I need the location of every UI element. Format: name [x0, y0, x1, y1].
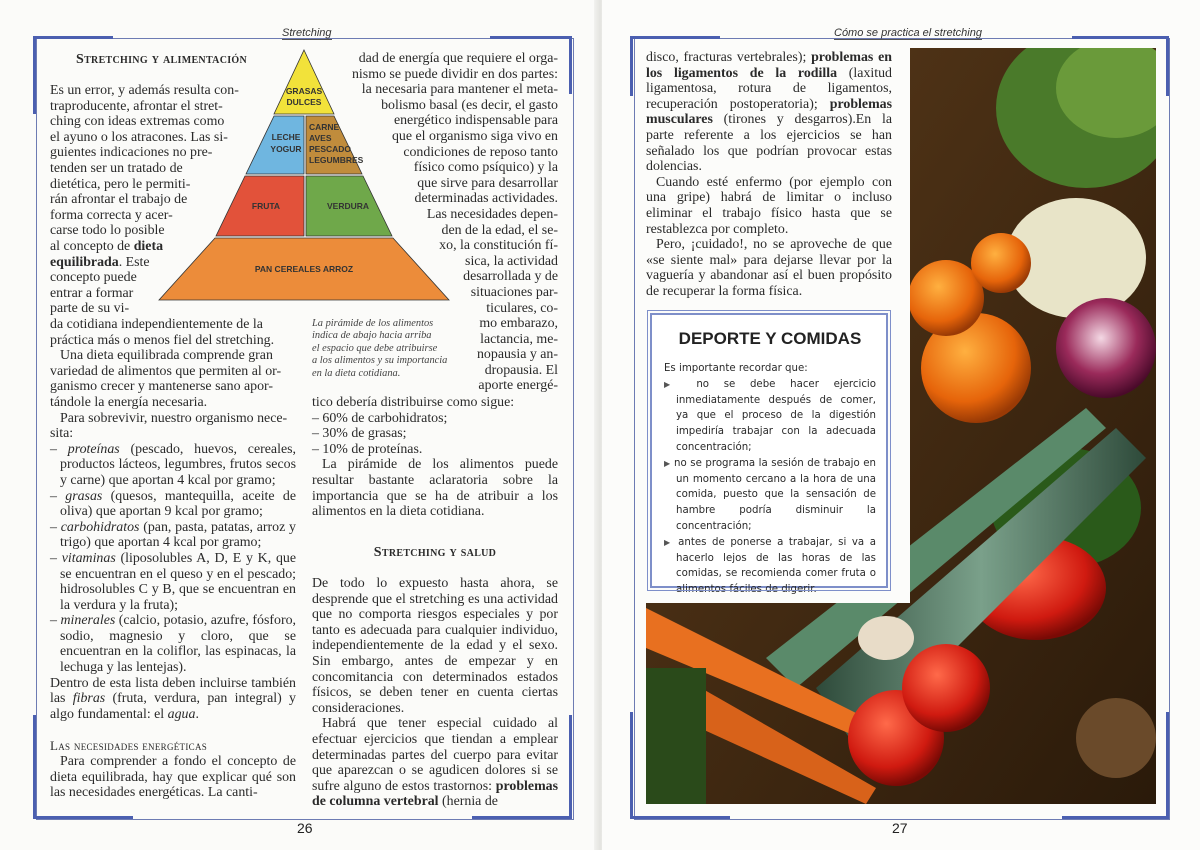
- fibras-italic: fibras: [72, 691, 106, 707]
- intro-line: tenden ser un tratado de: [50, 160, 183, 176]
- body-line: xo, la constitución fí-: [439, 238, 558, 254]
- caption-line: el espacio que debe atribuirse: [312, 342, 438, 354]
- salud-paragraph-2: [312, 716, 558, 810]
- intro-line: ching con ideas extremas como: [50, 114, 225, 130]
- body-line: tico debería distribuirse como sigue:: [312, 395, 515, 410]
- running-head: Cómo se practica el stretching: [834, 27, 982, 39]
- body-line: tándole la energía necesaria.: [50, 394, 208, 410]
- intro-line: forma correcta y acer-: [50, 207, 173, 223]
- section-title-alimentacion: Stretching y alimentación: [76, 52, 248, 67]
- nutrient-desc: (liposolubles A, D, E y K, que se encuentran en el queso y en el pescado; hidrosolubles C y B, que se encuentran en la verdura y la fruta);: [60, 550, 296, 613]
- body-text: (fruta, verdura, pan integral) y algo fundamental: el: [50, 691, 296, 722]
- caption-line: La pirámide de los alimentos: [312, 318, 434, 329]
- body-line: Para sobrevivir, nuestro organismo nece-: [60, 410, 288, 426]
- nutrient-desc: (calcio, potasio, azufre, fósforo, sodio, magnesio y cloro, que se encuentran en la coliflor, las espinacas, la lechuga y las lentejas).: [60, 613, 296, 676]
- intro-line: el ayuno o los atracones. Las si-: [50, 129, 228, 145]
- nutrient-item-proteinas: [50, 442, 296, 489]
- sidebar-item: [664, 377, 876, 456]
- intro-line: concepto puede: [50, 270, 137, 286]
- intro-line: traproducente, afrontar el stret-: [50, 98, 223, 114]
- bullet-arrow-icon: ▶: [664, 537, 673, 547]
- nutrient-name: grasas: [65, 488, 103, 504]
- body-text: (laxitud ligamentosa, rotura de ligamentos, recuperación postoperatoria);: [646, 65, 892, 112]
- column-2-body: [312, 395, 558, 520]
- body-line: energético indispensable para: [393, 113, 558, 129]
- trastornos-paragraph: [646, 50, 892, 175]
- nutrient-desc: (pan, pasta, patatas, arroz y trigo) que aportan 4 kcal por gramo;: [60, 519, 297, 551]
- fiber-paragraph: [50, 676, 296, 723]
- frame-corner-accent: [33, 816, 133, 819]
- frame-corner-accent: [569, 36, 572, 94]
- frame-corner-accent: [1062, 816, 1169, 819]
- body-line: dropausia. El: [484, 362, 558, 378]
- body-line: dad de energía que requiere el orga-: [358, 51, 558, 66]
- body-line: nopausia y an-: [476, 347, 558, 363]
- pyramid-label: PAN CEREALES ARROZ: [254, 264, 354, 274]
- pyramid-label: GRASAS: [285, 86, 323, 96]
- body-line: sita:: [50, 426, 74, 442]
- pyramid-label: DULCES: [286, 97, 322, 107]
- body-text: disco, fracturas vertebrales);: [646, 50, 812, 65]
- body-line: determinadas actividades.: [414, 191, 558, 207]
- pyramid-paragraph: La pirámide de los alimentos puede resultar bastante aclaratoria sobre la importancia que se ha de atribuir a los alimentos en la dieta cotidiana.: [312, 457, 558, 520]
- pyramid-caption: [312, 318, 462, 380]
- intro-line: carse todo lo posible: [50, 223, 165, 239]
- body-line: bolismo basal (es decir, el gasto: [381, 97, 558, 113]
- body-line: ganismo crecer y mantenerse sano apor-: [50, 379, 274, 395]
- sidebar-title: DEPORTE Y COMIDAS: [678, 329, 862, 348]
- distribution-item: – 30% de grasas;: [312, 426, 407, 442]
- frame-corner-accent: [1072, 36, 1169, 39]
- body-text: .: [195, 706, 199, 722]
- dieta-equilibrada-bold: dieta equilibrada: [50, 238, 164, 270]
- intro-text: al concepto de: [50, 238, 134, 254]
- body-line: Las necesidades depen-: [426, 206, 558, 222]
- pyramid-label: LEGUMBRES: [309, 155, 364, 165]
- caption-line: a los alimentos y su importancia: [312, 355, 448, 367]
- salud-paragraph-1: De todo lo expuesto hasta ahora, se desprende que el stretching es una actividad que no comporta riesgos especiales y por tanto es adecuada para cualquier individuo, independientemente de la edad y el sexo. Sin embargo, antes de empezar y en concomitancia con determinados estados físicos, se deben tener en cuenta ciertas consideraciones.: [312, 576, 558, 716]
- section-title-salud: Stretching y salud: [373, 545, 497, 560]
- page-number: 27: [892, 820, 908, 836]
- sidebar-item-text: no se debe hacer ejercicio inmediatamente después de comer, ya que el proceso de la digestión impediría trabajar con la adecuada concentración;: [676, 378, 876, 453]
- nutrient-desc: (pescado, huevos, cereales, productos lácteos, legumbres, frutos secos y carne) que aportan 4 kcal por gramo;: [60, 441, 296, 488]
- body-text: Dentro de esta lista deben incluirse también las: [50, 675, 296, 707]
- body-line: den de la edad, el se-: [441, 222, 558, 238]
- distribution-item: – 10% de proteínas.: [312, 441, 423, 457]
- columna-vertebral-bold: problemas de columna vertebral: [312, 778, 558, 810]
- sidebar-item-text: antes de ponerse a trabajar, si va a hacerlo lejos de las horas de las comidas, se recomienda comer fruta o alimentos fáciles de digerir.: [676, 536, 877, 596]
- nutrient-item-grasas: [50, 489, 296, 520]
- frame-corner-accent: [630, 712, 633, 818]
- nutrient-name: minerales: [60, 613, 116, 629]
- caption-line: en la dieta cotidiana.: [312, 367, 401, 379]
- list-dash: –: [50, 613, 61, 629]
- cuidado-paragraph: Pero, ¡cuidado!, no se aproveche de que «se siente mal» para dejarse llevar por la vaguería y abandonar así el buen propósito de recuperar la forma física.: [646, 237, 892, 299]
- body-line: variedad de alimentos que permiten al or-: [50, 363, 282, 379]
- body-line: nismo se puede dividir en dos partes:: [351, 66, 558, 82]
- frame-corner-accent: [1166, 712, 1169, 818]
- pyramid-label: PESCADO: [309, 144, 352, 154]
- intro-line: dietética, pero le permiti-: [50, 176, 191, 192]
- deporte-comidas-box: [650, 313, 888, 596]
- frame-corner-accent: [33, 36, 36, 114]
- body-line: sica, la actividad: [465, 253, 558, 269]
- body-line: mo embarazo,: [479, 316, 558, 332]
- frame-corner-accent: [33, 36, 113, 39]
- sidebar-item: [664, 535, 876, 598]
- frame-corner-accent: [33, 715, 36, 819]
- pyramid-label: AVES: [309, 133, 332, 143]
- frame-corner-accent: [569, 715, 572, 819]
- body-text: (hernia de: [438, 794, 498, 810]
- enfermo-paragraph: Cuando esté enfermo (por ejemplo con una gripe) habrá de limitar o incluso eliminar el trabajo físico hasta que se restablezca por completo.: [646, 174, 892, 237]
- body-text: (tirones y desgarros).En la parte referente a los ejercicios se han señalado los que podrían provocar estas dolencias.: [646, 112, 892, 175]
- bullet-arrow-icon: ▶: [664, 379, 682, 389]
- left-page: [0, 0, 598, 850]
- body-line: la necesaria para mantener el meta-: [361, 82, 558, 98]
- section-title-necesidades: Las necesidades energéticas: [50, 738, 208, 754]
- body-line: ticulares, co-: [486, 300, 558, 316]
- salud-body: [312, 576, 558, 810]
- body-line: que el organismo siga vivo en: [391, 128, 558, 144]
- pyramid-label: YOGUR: [270, 144, 302, 154]
- nutrient-name: carbohidratos: [60, 519, 140, 535]
- pyramid-label: FRUTA: [251, 201, 281, 211]
- sidebar-item-text: no se programa la sesión de trabajo en un momento cercano a la hora de una comida, puesto que la sensación de hambre podría disminuir la concentración;: [674, 457, 877, 532]
- body-line: que sirve para desarrollar: [417, 175, 558, 191]
- list-dash: –: [50, 488, 66, 504]
- list-dash: –: [50, 441, 68, 457]
- running-head: Stretching: [282, 27, 332, 39]
- pyramid-label: LECHE: [271, 132, 301, 142]
- frame-corner-accent: [630, 36, 633, 96]
- agua-italic: agua: [167, 706, 196, 722]
- nutrient-item-minerales: [50, 613, 296, 675]
- musculares-bold: problemas musculares: [646, 96, 892, 128]
- intro-line: parte de su vi-: [50, 301, 130, 317]
- body-line: aporte energé-: [478, 378, 558, 394]
- list-dash: –: [50, 550, 62, 566]
- nutrient-name: proteínas: [67, 441, 120, 457]
- rodilla-bold: problemas en los ligamentos de la rodilla: [646, 50, 892, 81]
- intro-line: Es un error, y además resulta con-: [50, 83, 239, 98]
- necesidades-paragraph: Para comprender a fondo el concepto de dieta equilibrada, hay que explicar qué son las necesidades energéticas. La canti-: [50, 754, 296, 801]
- pyramid-label: VERDURA: [326, 201, 370, 211]
- intro-line: entrar a formar: [50, 285, 134, 301]
- body-line: desarrollada y de: [463, 269, 558, 285]
- sidebar-intro: Es importante recordar que:: [664, 363, 808, 374]
- frame-corner-accent: [630, 36, 720, 39]
- body-line: situaciones par-: [470, 284, 558, 300]
- bullet-arrow-icon: ▶: [664, 458, 671, 468]
- frame-corner-accent: [490, 36, 572, 39]
- nutrient-name: vitaminas: [61, 550, 116, 566]
- intro-line: rán afrontar el trabajo de: [50, 192, 188, 208]
- nutrient-item-carbohidratos: [50, 520, 296, 551]
- nutrient-item-vitaminas: [50, 551, 296, 613]
- right-page-body: [646, 50, 892, 300]
- frame-corner-accent: [1166, 36, 1169, 96]
- page-number: 26: [297, 820, 313, 836]
- right-page: [602, 0, 1200, 850]
- distribution-item: – 60% de carbohidratos;: [312, 410, 448, 426]
- sidebar-item: [664, 456, 876, 535]
- nutrient-desc: (quesos, mantequilla, aceite de oliva) que aportan 9 kcal por gramo;: [60, 488, 297, 520]
- body-line: práctica más o menos fiel del stretching.: [50, 332, 275, 348]
- body-line: físico como psíquico) y la: [413, 160, 558, 176]
- body-line: lactancia, me-: [480, 331, 558, 347]
- frame-corner-accent: [472, 816, 572, 819]
- body-line: condiciones de reposo tanto: [403, 144, 558, 160]
- intro-line: guientes indicaciones no pre-: [50, 145, 213, 161]
- body-line: da cotidiana independientemente de la: [50, 317, 263, 332]
- list-dash: –: [50, 519, 61, 535]
- column-1-body: [50, 317, 296, 801]
- pyramid-label: CARNE: [309, 122, 340, 132]
- frame-corner-accent: [630, 816, 730, 819]
- caption-line: indica de abajo hacia arriba: [312, 330, 432, 342]
- intro-text: . Este: [118, 254, 150, 270]
- body-text: Habrá que tener especial cuidado al efectuar ejercicios que tiendan a emplear determinadas partes del cuerpo para evitar que aparezcan o se agudicen dolores si se sufre alguno de estos trastornos:: [312, 716, 558, 794]
- body-line: Una dieta equilibrada comprende gran: [60, 348, 273, 364]
